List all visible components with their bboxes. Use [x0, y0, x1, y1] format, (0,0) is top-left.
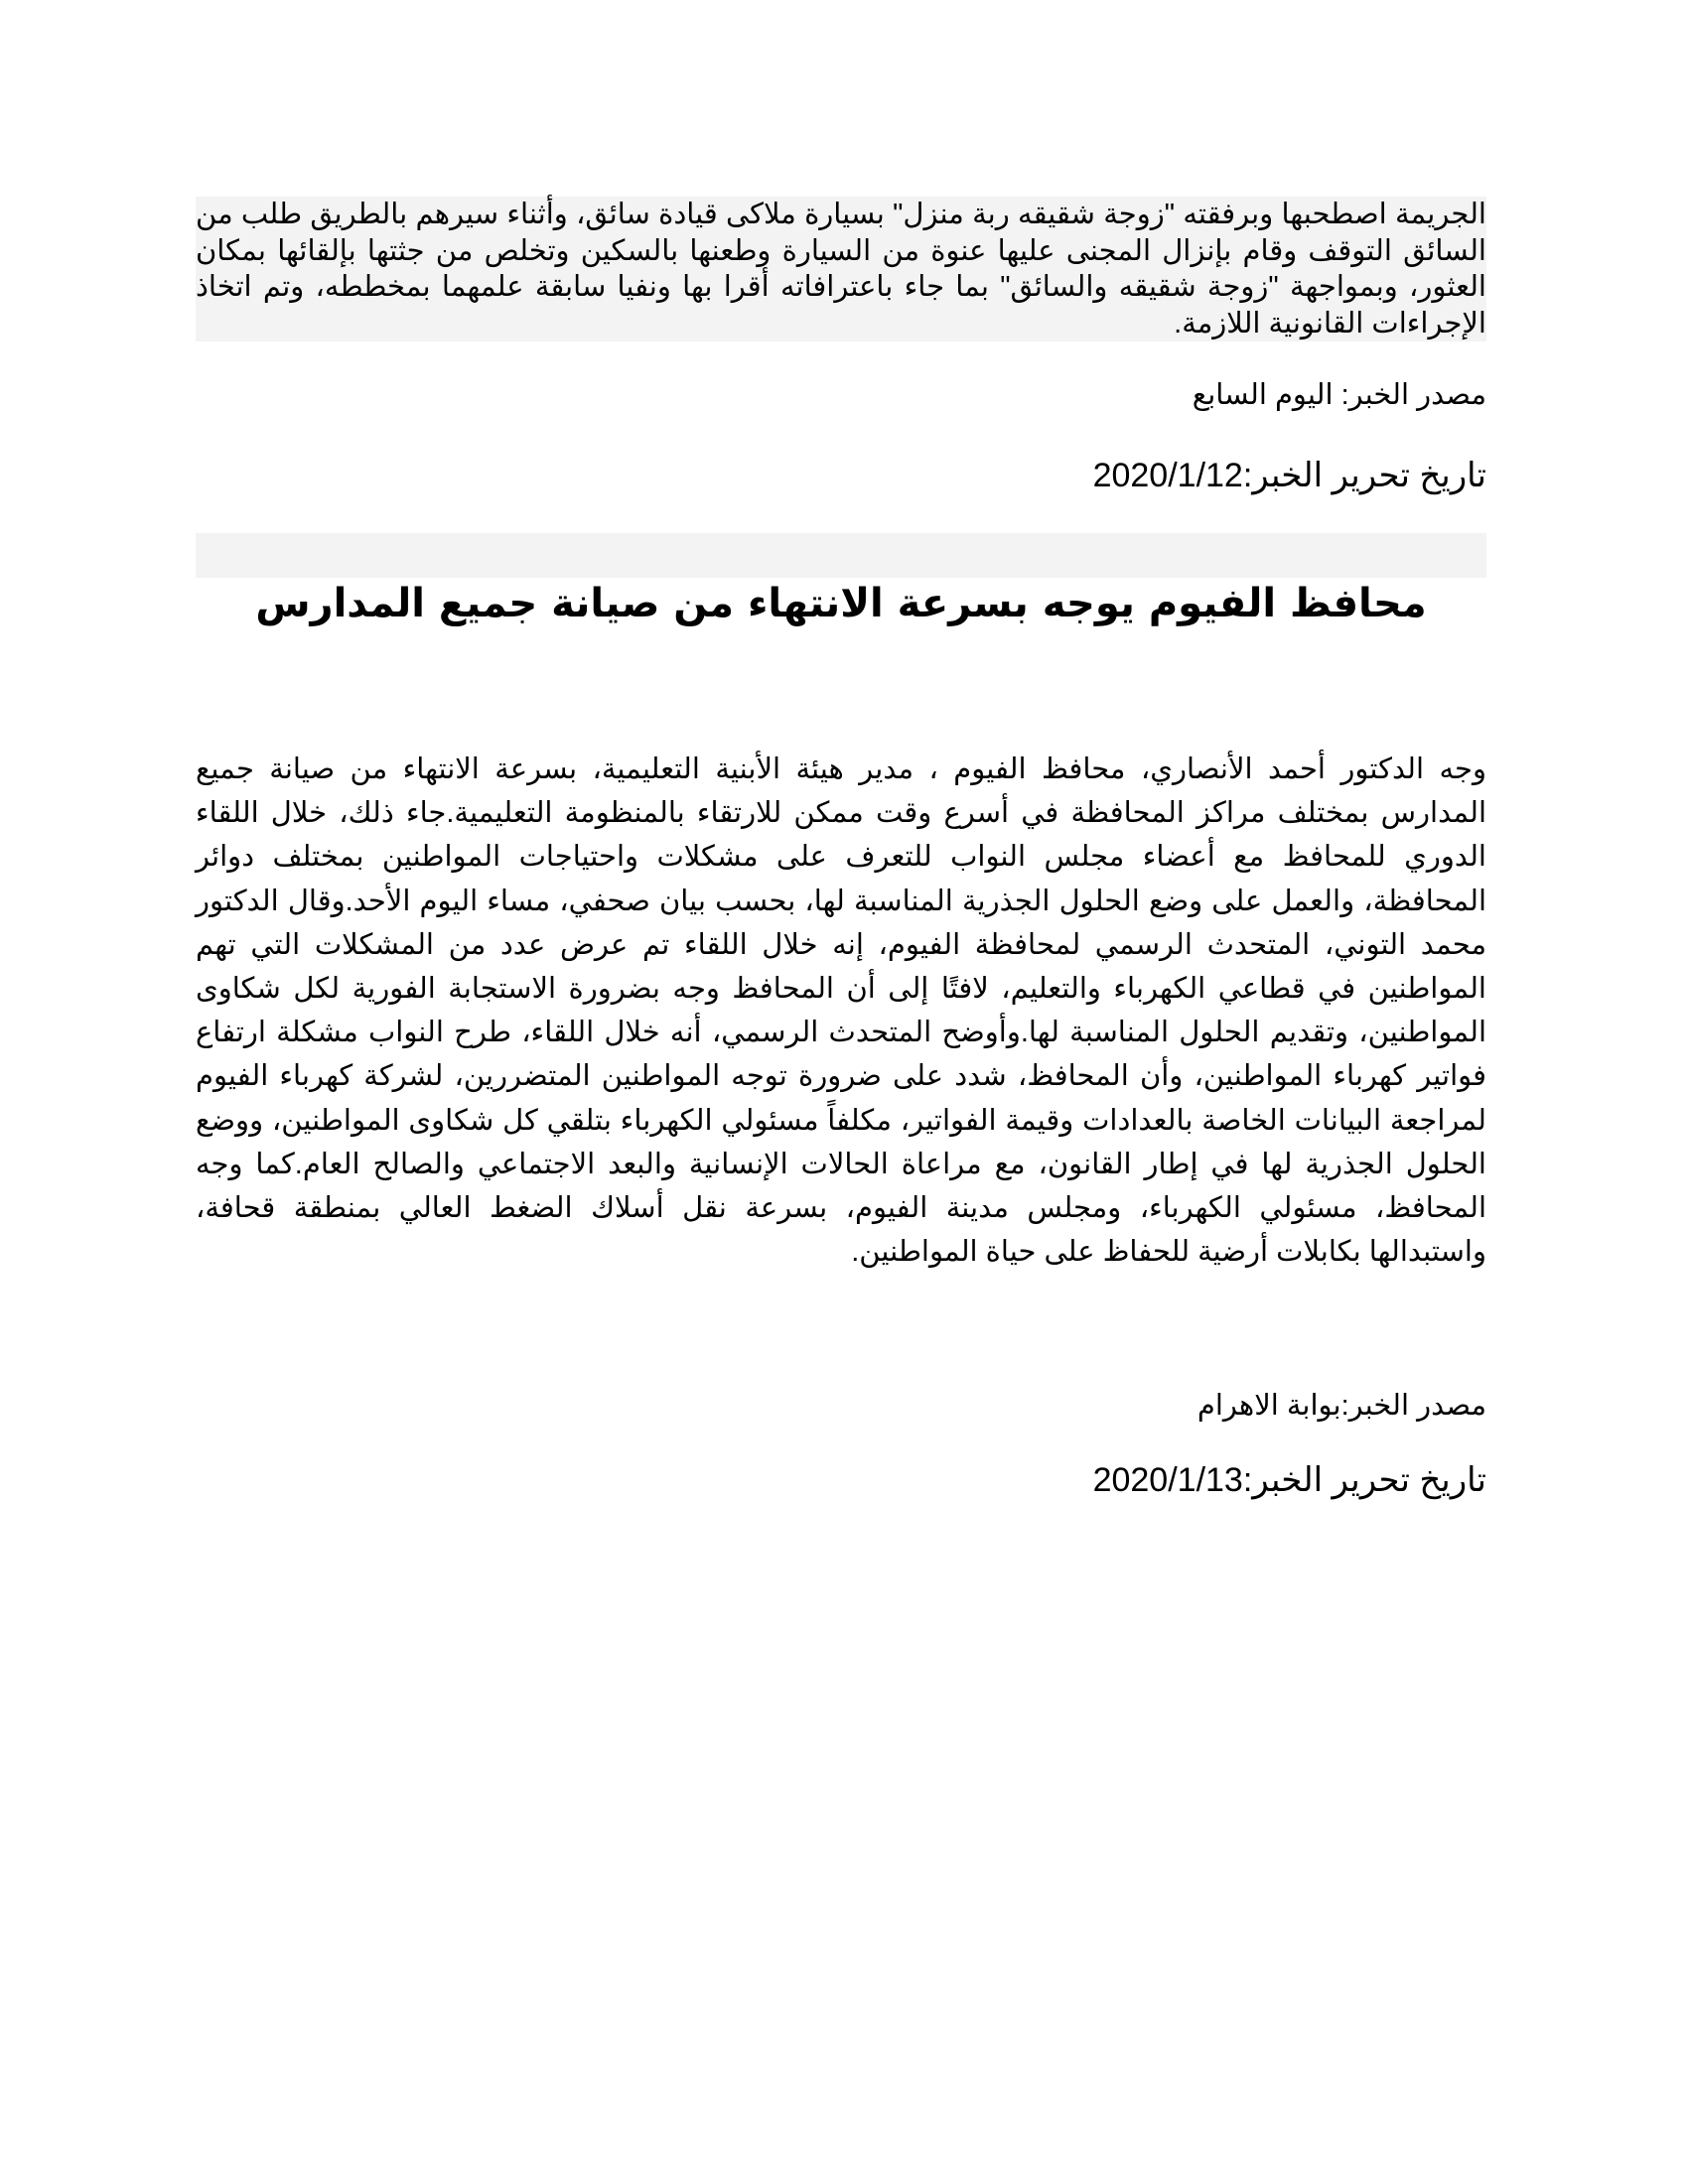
- section-separator-band: [196, 533, 1486, 578]
- news-source-line: مصدر الخبر: اليوم السابع: [1192, 379, 1486, 411]
- news-date-line: تاريخ تحرير الخبر:2020/1/12: [1092, 457, 1486, 494]
- article-body-paragraph: وجه الدكتور أحمد الأنصاري، محافظ الفيوم ، مدير هيئة الأبنية التعليمية، بسرعة الانتهاء من صيانة جميع المدارس بمختلف مراكز المحافظة في أسرع وقت ممكن للارتقاء بالمنظومة التعليمية.جاء ذلك، خلال اللقاء الدوري للمحافظ مع أعضاء مجلس النواب للتعرف على مشكلات واحتياجات المواطنين بمختلف دوائر المحافظة، والعمل على وضع الحلول الجذرية المناسبة لها، بحسب بيان صحفي، مساء اليوم الأحد.وقال الدكتور محمد التوني، المتحدث الرسمي لمحافظة الفيوم، إنه خلال اللقاء تم عرض عدد من المشكلات التي تهم المواطنين في قطاعي الكهرباء والتعليم، لافتًا إلى أن المحافظ وجه بضرورة الاستجابة الفورية لكل شكاوى المواطنين، وتقديم الحلول المناسبة لها.وأوضح المتحدث الرسمي، أنه خلال اللقاء، طرح النواب مشكلة ارتفاع فواتير كهرباء المواطنين، وأن المحافظ، شدد على ضرورة توجه المواطنين المتضررين، لشركة كهرباء الفيوم لمراجعة البيانات الخاصة بالعدادات وقيمة الفواتير، مكلفاً مسئولي الكهرباء بتلقي كل شكاوى المواطنين، ووضع الحلول الجذرية لها في إطار القانون، مع مراعاة الحالات الإنسانية والبعد الاجتماعي والصالح العام.كما وجه المحافظ، مسئولي الكهرباء، ومجلس مدينة الفيوم، بسرعة نقل أسلاك الضغط العالي بمنطقة قحافة، واستبدالها بكابلات أرضية للحفاظ على حياة المواطنين.: [196, 753, 1486, 1269]
- news-source-line: مصدر الخبر:بوابة الاهرام: [1196, 1390, 1486, 1422]
- article-continuation-paragraph: الجريمة اصطحبها وبرفقته "زوجة شقيقه ربة منزل" بسيارة ملاكى قيادة سائق، وأثناء سيرهم بالطريق طلب من السائق التوقف وقام بإنزال المجنى عليها عنوة من السيارة وطعنها بالسكين وتخلص من جثتها بإلقائها بمكان العثور، وبمواجهة "زوجة شقيقه والسائق" بما جاء باعترافاته أقرا بها ونفيا سابقة علمهما بمخططه، وتم اتخاذ الإجراءات القانونية اللازمة.: [196, 197, 1486, 341]
- article-headline: محافظ الفيوم يوجه بسرعة الانتهاء من صيانة جميع المدارس: [255, 581, 1427, 626]
- news-date-line: تاريخ تحرير الخبر:2020/1/13: [1092, 1461, 1486, 1499]
